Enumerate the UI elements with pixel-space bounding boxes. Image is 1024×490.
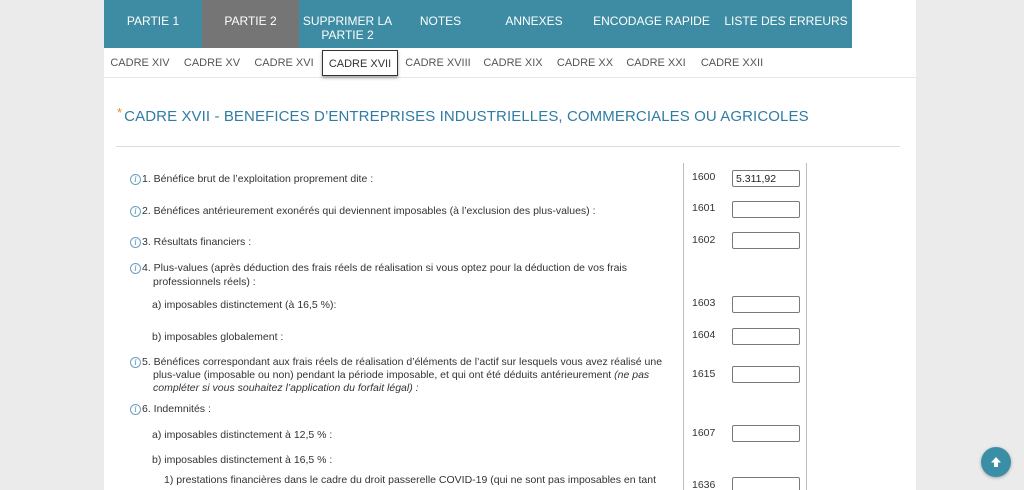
info-icon[interactable]: i (130, 357, 141, 368)
code-1615: 1615 (692, 368, 716, 380)
field-1604[interactable] (732, 328, 800, 345)
row-1600-label: i 1. Bénéfice brut de l’exploitation proprement dite : (130, 172, 373, 186)
row-6-label: i 6. Indemnités : (130, 402, 211, 416)
title-divider (116, 146, 900, 147)
scroll-top-button[interactable] (981, 447, 1011, 477)
main-nav (104, 0, 852, 48)
tab-cadre-xx[interactable]: CADRE XX (556, 57, 614, 69)
tab-cadre-xv[interactable]: CADRE XV (183, 57, 241, 69)
info-icon[interactable]: i (130, 237, 141, 248)
field-1600[interactable] (732, 170, 800, 187)
tab-cadre-xvi[interactable]: CADRE XVI (254, 57, 314, 69)
row-1636-label: 1) prestations financières dans le cadre du droit passerelle COVID-19 (qui ne sont pas imposables en tant (164, 474, 657, 486)
tab-cadre-xxii[interactable]: CADRE XXII (700, 57, 764, 69)
info-icon[interactable]: i (130, 174, 141, 185)
info-icon[interactable]: i (130, 206, 141, 217)
nav-notes[interactable]: NOTES (419, 14, 462, 28)
column-divider-left (683, 163, 684, 490)
nav-encodage-rapide[interactable]: ENCODAGE RAPIDE (593, 14, 710, 28)
section-title-text: CADRE XVII - BENEFICES D’ENTREPRISES INDUSTRIELLES, COMMERCIALES OU AGRICOLES (124, 108, 809, 125)
field-1607[interactable] (732, 425, 800, 442)
nav-partie-1[interactable]: PARTIE 1 (126, 14, 180, 28)
row-1615-note: (ne pas (614, 369, 650, 381)
field-1636[interactable] (732, 477, 800, 490)
tab-cadre-xiv[interactable]: CADRE XIV (110, 57, 170, 69)
row-4-label-cont: professionnels réels) : (153, 276, 256, 288)
required-star: * (117, 105, 123, 120)
nav-supprimer-partie-2[interactable]: SUPPRIMER LA PARTIE 2 (302, 14, 393, 42)
field-1603[interactable] (732, 296, 800, 313)
field-1615[interactable] (732, 366, 800, 383)
code-1600: 1600 (692, 171, 716, 183)
row-1602-label: i 3. Résultats financiers : (130, 235, 251, 249)
row-1615-note-cont: compléter si vous souhaitez l’application du forfait légal) : (153, 382, 419, 394)
row-1601-label: i 2. Bénéfices antérieurement exonérés qui deviennent imposables (à l’exclusion des plus-values) : (130, 204, 596, 218)
info-icon[interactable]: i (130, 404, 141, 415)
row-1615-label-cont: plus-value (imposable ou non) pendant la période imposable, et qui ont été déduits antérieurement (ne pas (153, 369, 650, 381)
row-6b-label: b) imposables distinctement à 16,5 % : (152, 454, 333, 466)
code-1607: 1607 (692, 427, 716, 439)
tab-cadre-xvii[interactable]: CADRE XVII (322, 50, 398, 76)
row-4-label: i 4. Plus-values (après déduction des frais réels de réalisation si vous optez pour la déduction de vos frais (130, 261, 627, 275)
arrow-up-icon (990, 456, 1002, 468)
cadre-tabs (104, 50, 916, 78)
field-1601[interactable] (732, 201, 800, 218)
row-1615-label: i 5. Bénéfices correspondant aux frais réels de réalisation d’éléments de l’actif sur lesquels vous avez réalisé une (130, 355, 662, 369)
code-1602: 1602 (692, 234, 716, 246)
field-1602[interactable] (732, 232, 800, 249)
tab-cadre-xxi[interactable]: CADRE XXI (626, 57, 686, 69)
column-divider-right (806, 163, 807, 490)
row-1607-label: a) imposables distinctement à 12,5 % : (152, 429, 333, 441)
info-icon[interactable]: i (130, 263, 141, 274)
row-1603-label: a) imposables distinctement (à 16,5 %): (152, 299, 337, 311)
nav-liste-erreurs[interactable]: LISTE DES ERREURS (724, 14, 848, 28)
section-title (117, 105, 809, 125)
row-1604-label: b) imposables globalement : (152, 331, 284, 343)
nav-partie-2[interactable]: PARTIE 2 (202, 0, 299, 48)
form-page (104, 0, 916, 490)
tab-cadre-xviii[interactable]: CADRE XVIII (405, 57, 471, 69)
code-1604: 1604 (692, 329, 716, 341)
code-1601: 1601 (692, 202, 716, 214)
nav-annexes[interactable]: ANNEXES (505, 14, 563, 28)
tab-cadre-xix[interactable]: CADRE XIX (483, 57, 543, 69)
code-1603: 1603 (692, 297, 716, 309)
code-1636: 1636 (692, 479, 716, 490)
